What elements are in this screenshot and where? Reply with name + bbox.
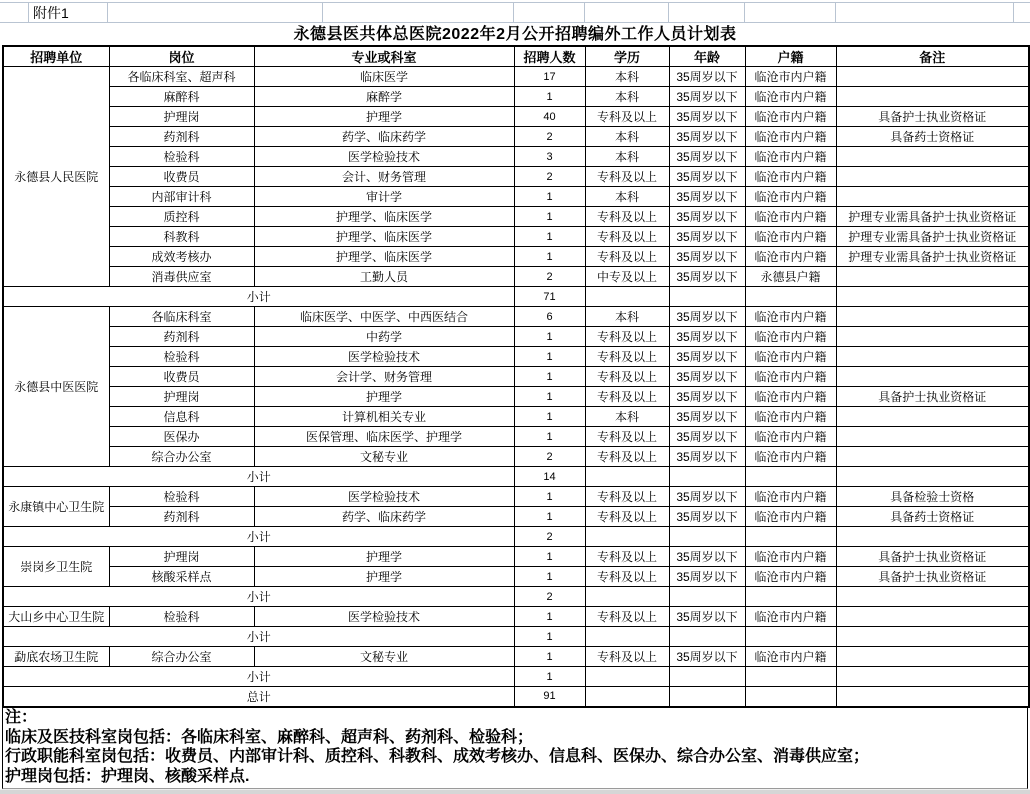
- remark-cell[interactable]: [836, 367, 1029, 387]
- subtotal-row: [3, 587, 1029, 607]
- header-residence[interactable]: 户籍: [745, 46, 836, 67]
- header-remark[interactable]: 备注: [836, 46, 1029, 67]
- count-cell[interactable]: 1: [514, 87, 585, 107]
- residence-cell[interactable]: 临沧市内户籍: [745, 407, 836, 427]
- unit-cell[interactable]: 大山乡中心卫生院: [3, 607, 109, 627]
- education-cell[interactable]: 专科及以上: [585, 447, 669, 467]
- age-cell[interactable]: 35周岁以下: [669, 447, 745, 467]
- empty-cell[interactable]: [669, 687, 745, 707]
- table-row: [3, 427, 1029, 447]
- empty-cell[interactable]: [745, 687, 836, 707]
- count-cell[interactable]: 1: [514, 327, 585, 347]
- education-cell[interactable]: 专科及以上: [585, 567, 669, 587]
- residence-cell[interactable]: 临沧市内户籍: [745, 147, 836, 167]
- major-cell[interactable]: 麻醉学: [254, 87, 514, 107]
- remark-cell[interactable]: [836, 347, 1029, 367]
- residence-cell[interactable]: 临沧市内户籍: [745, 507, 836, 527]
- remark-cell[interactable]: 护理专业需具备护士执业资格证: [836, 227, 1029, 247]
- major-cell[interactable]: 护理学、临床医学: [254, 227, 514, 247]
- residence-cell[interactable]: 临沧市内户籍: [745, 327, 836, 347]
- major-cell[interactable]: 医学检验技术: [254, 607, 514, 627]
- table-row: [3, 327, 1029, 347]
- count-cell[interactable]: 1: [514, 347, 585, 367]
- residence-cell[interactable]: 临沧市内户籍: [745, 427, 836, 447]
- table-row: [3, 407, 1029, 427]
- table-row: [3, 547, 1029, 567]
- position-cell[interactable]: 药剂科: [109, 327, 254, 347]
- table-row: [3, 447, 1029, 467]
- gridline: [835, 3, 836, 22]
- age-cell[interactable]: 35周岁以下: [669, 147, 745, 167]
- empty-cell[interactable]: [836, 527, 1029, 547]
- age-cell[interactable]: 35周岁以下: [669, 267, 745, 287]
- remark-cell[interactable]: 具备护士执业资格证: [836, 547, 1029, 567]
- count-cell[interactable]: 1: [514, 647, 585, 667]
- count-cell[interactable]: 1: [514, 187, 585, 207]
- table-row: [3, 167, 1029, 187]
- subtotal-label-cell[interactable]: 小计: [3, 627, 514, 647]
- notes-area: [2, 706, 1028, 789]
- empty-cell[interactable]: [585, 627, 669, 647]
- header-education[interactable]: 学历: [585, 46, 669, 67]
- remark-cell[interactable]: [836, 67, 1029, 87]
- table-row: [3, 67, 1029, 87]
- unit-cell[interactable]: 永德县中医医院: [3, 307, 109, 467]
- empty-cell[interactable]: [669, 667, 745, 687]
- position-cell[interactable]: 消毒供应室: [109, 267, 254, 287]
- empty-cell[interactable]: [836, 687, 1029, 707]
- residence-cell[interactable]: 临沧市内户籍: [745, 227, 836, 247]
- position-cell[interactable]: 信息科: [109, 407, 254, 427]
- position-cell[interactable]: 检验科: [109, 147, 254, 167]
- table-row: [3, 87, 1029, 107]
- sheet-gridline-row: [0, 2, 1030, 23]
- empty-cell[interactable]: [669, 627, 745, 647]
- empty-cell[interactable]: [836, 287, 1029, 307]
- empty-cell[interactable]: [745, 667, 836, 687]
- age-cell[interactable]: 35周岁以下: [669, 507, 745, 527]
- table-row: [3, 307, 1029, 327]
- table-row: [3, 607, 1029, 627]
- major-cell[interactable]: 临床医学、中医学、中西医结合: [254, 307, 514, 327]
- count-cell[interactable]: 1: [514, 207, 585, 227]
- count-cell[interactable]: 1: [514, 507, 585, 527]
- major-cell[interactable]: 审计学: [254, 187, 514, 207]
- remark-cell[interactable]: [836, 267, 1029, 287]
- table-row: [3, 127, 1029, 147]
- education-cell[interactable]: 本科: [585, 87, 669, 107]
- position-cell[interactable]: 综合办公室: [109, 447, 254, 467]
- education-cell[interactable]: 专科及以上: [585, 107, 669, 127]
- residence-cell[interactable]: 临沧市内户籍: [745, 307, 836, 327]
- empty-cell[interactable]: [669, 467, 745, 487]
- position-cell[interactable]: 质控科: [109, 207, 254, 227]
- age-cell[interactable]: 35周岁以下: [669, 67, 745, 87]
- education-cell[interactable]: 专科及以上: [585, 647, 669, 667]
- remark-cell[interactable]: 具备药士资格证: [836, 127, 1029, 147]
- major-cell[interactable]: 计算机相关专业: [254, 407, 514, 427]
- position-cell[interactable]: 收费员: [109, 167, 254, 187]
- empty-cell[interactable]: [669, 587, 745, 607]
- subtotal-count-cell[interactable]: 71: [514, 287, 585, 307]
- position-cell[interactable]: 护理岗: [109, 547, 254, 567]
- header-count[interactable]: 招聘人数: [514, 46, 585, 67]
- remark-cell[interactable]: [836, 307, 1029, 327]
- count-cell[interactable]: 6: [514, 307, 585, 327]
- gridline: [668, 3, 669, 22]
- total-count-cell[interactable]: 91: [514, 687, 585, 707]
- age-cell[interactable]: 35周岁以下: [669, 307, 745, 327]
- count-cell[interactable]: 1: [514, 487, 585, 507]
- major-cell[interactable]: 医学检验技术: [254, 487, 514, 507]
- remark-cell[interactable]: [836, 647, 1029, 667]
- major-cell[interactable]: 会计、财务管理: [254, 167, 514, 187]
- age-cell[interactable]: 35周岁以下: [669, 327, 745, 347]
- remark-cell[interactable]: 具备护士执业资格证: [836, 107, 1029, 127]
- major-cell[interactable]: 工勤人员: [254, 267, 514, 287]
- subtotal-label-cell[interactable]: 小计: [3, 527, 514, 547]
- major-cell[interactable]: 护理学、临床医学: [254, 207, 514, 227]
- residence-cell[interactable]: 临沧市内户籍: [745, 647, 836, 667]
- note-line: 行政职能科室岗包括：收费员、内部审计科、质控科、科教科、成效考核办、信息科、医保办、综合办公室、消毒供应室；: [5, 748, 870, 765]
- age-cell[interactable]: 35周岁以下: [669, 487, 745, 507]
- position-cell[interactable]: 成效考核办: [109, 247, 254, 267]
- major-cell[interactable]: 护理学: [254, 387, 514, 407]
- age-cell[interactable]: 35周岁以下: [669, 387, 745, 407]
- education-cell[interactable]: 本科: [585, 67, 669, 87]
- major-cell[interactable]: 文秘专业: [254, 647, 514, 667]
- age-cell[interactable]: 35周岁以下: [669, 547, 745, 567]
- education-cell[interactable]: 本科: [585, 127, 669, 147]
- education-cell[interactable]: 本科: [585, 187, 669, 207]
- education-cell[interactable]: 专科及以上: [585, 427, 669, 447]
- empty-cell[interactable]: [836, 587, 1029, 607]
- count-cell[interactable]: 3: [514, 147, 585, 167]
- table-row: [3, 507, 1029, 527]
- empty-cell[interactable]: [585, 587, 669, 607]
- remark-cell[interactable]: [836, 607, 1029, 627]
- unit-cell[interactable]: 永德县人民医院: [3, 67, 109, 287]
- table-header-row: [3, 46, 1029, 67]
- major-cell[interactable]: 会计学、财务管理: [254, 367, 514, 387]
- remark-cell[interactable]: [836, 167, 1029, 187]
- residence-cell[interactable]: 临沧市内户籍: [745, 447, 836, 467]
- count-cell[interactable]: 2: [514, 267, 585, 287]
- subtotal-label-cell[interactable]: 小计: [3, 667, 514, 687]
- empty-cell[interactable]: [669, 527, 745, 547]
- subtotal-count-cell[interactable]: 1: [514, 667, 585, 687]
- position-cell[interactable]: 检验科: [109, 347, 254, 367]
- age-cell[interactable]: 35周岁以下: [669, 347, 745, 367]
- age-cell[interactable]: 35周岁以下: [669, 567, 745, 587]
- table-row: [3, 487, 1029, 507]
- subtotal-row: [3, 467, 1029, 487]
- residence-cell[interactable]: 临沧市内户籍: [745, 67, 836, 87]
- major-cell[interactable]: 医学检验技术: [254, 147, 514, 167]
- table-row: [3, 187, 1029, 207]
- subtotal-row: [3, 287, 1029, 307]
- bottom-gray-bar: [0, 789, 1030, 794]
- note-line: 临床及医技科室岗包括：各临床科室、麻醉科、超声科、药剂科、检验科；: [5, 728, 534, 746]
- remark-cell[interactable]: [836, 147, 1029, 167]
- count-cell[interactable]: 40: [514, 107, 585, 127]
- subtotal-row: [3, 627, 1029, 647]
- position-cell[interactable]: 医保办: [109, 427, 254, 447]
- age-cell[interactable]: 35周岁以下: [669, 407, 745, 427]
- subtotal-row: [3, 667, 1029, 687]
- count-cell[interactable]: 1: [514, 247, 585, 267]
- residence-cell[interactable]: 临沧市内户籍: [745, 187, 836, 207]
- subtotal-row: [3, 527, 1029, 547]
- remark-cell[interactable]: [836, 427, 1029, 447]
- gridline: [744, 3, 745, 22]
- header-age[interactable]: 年龄: [669, 46, 745, 67]
- table-row: [3, 267, 1029, 287]
- subtotal-count-cell[interactable]: 2: [514, 587, 585, 607]
- gridline: [107, 3, 108, 22]
- gridline: [584, 3, 585, 22]
- position-cell[interactable]: 综合办公室: [109, 647, 254, 667]
- table-row: [3, 647, 1029, 667]
- header-position[interactable]: 岗位: [109, 46, 254, 67]
- count-cell[interactable]: 1: [514, 387, 585, 407]
- age-cell[interactable]: 35周岁以下: [669, 647, 745, 667]
- major-cell[interactable]: 医保管理、临床医学、护理学: [254, 427, 514, 447]
- recruitment-plan-table: [2, 45, 1030, 708]
- residence-cell[interactable]: 临沧市内户籍: [745, 347, 836, 367]
- major-cell[interactable]: 护理学、临床医学: [254, 247, 514, 267]
- position-cell[interactable]: 各临床科室、超声科: [109, 67, 254, 87]
- table-row: [3, 247, 1029, 267]
- count-cell[interactable]: 1: [514, 367, 585, 387]
- education-cell[interactable]: 专科及以上: [585, 607, 669, 627]
- table-row: [3, 347, 1029, 367]
- table-row: [3, 147, 1029, 167]
- education-cell[interactable]: 专科及以上: [585, 327, 669, 347]
- education-cell[interactable]: 专科及以上: [585, 347, 669, 367]
- page-title: 永德县医共体总医院2022年2月公开招聘编外工作人员计划表: [293, 26, 737, 43]
- count-cell[interactable]: 1: [514, 227, 585, 247]
- age-cell[interactable]: 35周岁以下: [669, 187, 745, 207]
- gridline: [513, 3, 514, 22]
- position-cell[interactable]: 药剂科: [109, 127, 254, 147]
- residence-cell[interactable]: 临沧市内户籍: [745, 607, 836, 627]
- age-cell[interactable]: 35周岁以下: [669, 607, 745, 627]
- count-cell[interactable]: 2: [514, 447, 585, 467]
- empty-cell[interactable]: [745, 527, 836, 547]
- subtotal-count-cell[interactable]: 2: [514, 527, 585, 547]
- age-cell[interactable]: 35周岁以下: [669, 427, 745, 447]
- remark-cell[interactable]: 具备护士执业资格证: [836, 387, 1029, 407]
- age-cell[interactable]: 35周岁以下: [669, 367, 745, 387]
- residence-cell[interactable]: 临沧市内户籍: [745, 367, 836, 387]
- gridline: [28, 3, 29, 22]
- remark-cell[interactable]: 具备检验士资格: [836, 487, 1029, 507]
- unit-cell[interactable]: 崇岗乡卫生院: [3, 547, 109, 587]
- residence-cell[interactable]: 临沧市内户籍: [745, 167, 836, 187]
- major-cell[interactable]: 医学检验技术: [254, 347, 514, 367]
- position-cell[interactable]: 科教科: [109, 227, 254, 247]
- remark-cell[interactable]: 具备药士资格证: [836, 507, 1029, 527]
- empty-cell[interactable]: [745, 627, 836, 647]
- residence-cell[interactable]: 临沧市内户籍: [745, 207, 836, 227]
- count-cell[interactable]: 1: [514, 427, 585, 447]
- count-cell[interactable]: 1: [514, 407, 585, 427]
- count-cell[interactable]: 1: [514, 607, 585, 627]
- subtotal-label-cell[interactable]: 小计: [3, 587, 514, 607]
- position-cell[interactable]: 核酸采样点: [109, 567, 254, 587]
- table-row: [3, 567, 1029, 587]
- position-cell[interactable]: 药剂科: [109, 507, 254, 527]
- total-label-cell[interactable]: 总计: [3, 687, 514, 707]
- position-cell[interactable]: 内部审计科: [109, 187, 254, 207]
- gridline: [1013, 3, 1014, 22]
- empty-cell[interactable]: [745, 287, 836, 307]
- residence-cell[interactable]: 临沧市内户籍: [745, 247, 836, 267]
- education-cell[interactable]: 专科及以上: [585, 487, 669, 507]
- residence-cell[interactable]: 临沧市内户籍: [745, 87, 836, 107]
- position-cell[interactable]: 收费员: [109, 367, 254, 387]
- remark-cell[interactable]: [836, 447, 1029, 467]
- major-cell[interactable]: 护理学: [254, 107, 514, 127]
- subtotal-count-cell[interactable]: 14: [514, 467, 585, 487]
- position-cell[interactable]: 护理岗: [109, 387, 254, 407]
- major-cell[interactable]: 护理学: [254, 547, 514, 567]
- education-cell[interactable]: 专科及以上: [585, 507, 669, 527]
- unit-cell[interactable]: 永康镇中心卫生院: [3, 487, 109, 527]
- count-cell[interactable]: 2: [514, 167, 585, 187]
- header-major[interactable]: 专业或科室: [254, 46, 514, 67]
- education-cell[interactable]: 专科及以上: [585, 547, 669, 567]
- table-row: [3, 227, 1029, 247]
- education-cell[interactable]: 专科及以上: [585, 167, 669, 187]
- age-cell[interactable]: 35周岁以下: [669, 107, 745, 127]
- age-cell[interactable]: 35周岁以下: [669, 87, 745, 107]
- age-cell[interactable]: 35周岁以下: [669, 227, 745, 247]
- education-cell[interactable]: 专科及以上: [585, 367, 669, 387]
- note-line: 注：: [5, 709, 38, 726]
- subtotal-count-cell[interactable]: 1: [514, 627, 585, 647]
- age-cell[interactable]: 35周岁以下: [669, 247, 745, 267]
- header-unit[interactable]: 招聘单位: [3, 46, 109, 67]
- empty-cell[interactable]: [585, 287, 669, 307]
- note-line: 护理岗包括：护理岗、核酸采样点.: [5, 767, 250, 785]
- age-cell[interactable]: 35周岁以下: [669, 127, 745, 147]
- position-cell[interactable]: 检验科: [109, 607, 254, 627]
- table-row: [3, 387, 1029, 407]
- table-row: [3, 107, 1029, 127]
- count-cell[interactable]: 2: [514, 127, 585, 147]
- residence-cell[interactable]: 临沧市内户籍: [745, 487, 836, 507]
- subtotal-label-cell[interactable]: 小计: [3, 467, 514, 487]
- education-cell[interactable]: 本科: [585, 407, 669, 427]
- education-cell[interactable]: 本科: [585, 307, 669, 327]
- remark-cell[interactable]: 护理专业需具备护士执业资格证: [836, 207, 1029, 227]
- age-cell[interactable]: 35周岁以下: [669, 207, 745, 227]
- empty-cell[interactable]: [585, 687, 669, 707]
- education-cell[interactable]: 专科及以上: [585, 207, 669, 227]
- empty-cell[interactable]: [669, 287, 745, 307]
- remark-cell[interactable]: 具备护士执业资格证: [836, 567, 1029, 587]
- remark-cell[interactable]: [836, 327, 1029, 347]
- position-cell[interactable]: 护理岗: [109, 107, 254, 127]
- major-cell[interactable]: 文秘专业: [254, 447, 514, 467]
- remark-cell[interactable]: [836, 187, 1029, 207]
- count-cell[interactable]: 17: [514, 67, 585, 87]
- count-cell[interactable]: 1: [514, 567, 585, 587]
- remark-cell[interactable]: 护理专业需具备护士执业资格证: [836, 247, 1029, 267]
- remark-cell[interactable]: [836, 87, 1029, 107]
- empty-cell[interactable]: [745, 587, 836, 607]
- remark-cell[interactable]: [836, 407, 1029, 427]
- count-cell[interactable]: 1: [514, 547, 585, 567]
- age-cell[interactable]: 35周岁以下: [669, 167, 745, 187]
- subtotal-label-cell[interactable]: 小计: [3, 287, 514, 307]
- residence-cell[interactable]: 临沧市内户籍: [745, 387, 836, 407]
- education-cell[interactable]: 本科: [585, 147, 669, 167]
- residence-cell[interactable]: 临沧市内户籍: [745, 107, 836, 127]
- residence-cell[interactable]: 永德县户籍: [745, 267, 836, 287]
- unit-cell[interactable]: 勐底农场卫生院: [3, 647, 109, 667]
- empty-cell[interactable]: [836, 667, 1029, 687]
- attachment-label[interactable]: 附件1: [33, 4, 69, 21]
- position-cell[interactable]: 各临床科室: [109, 307, 254, 327]
- empty-cell[interactable]: [585, 467, 669, 487]
- position-cell[interactable]: 检验科: [109, 487, 254, 507]
- empty-cell[interactable]: [585, 527, 669, 547]
- empty-cell[interactable]: [745, 467, 836, 487]
- empty-cell[interactable]: [585, 667, 669, 687]
- education-cell[interactable]: 中专及以上: [585, 267, 669, 287]
- major-cell[interactable]: 药学、临床药学: [254, 507, 514, 527]
- major-cell[interactable]: 药学、临床药学: [254, 127, 514, 147]
- education-cell[interactable]: 专科及以上: [585, 387, 669, 407]
- residence-cell[interactable]: 临沧市内户籍: [745, 127, 836, 147]
- table-row: [3, 367, 1029, 387]
- position-cell[interactable]: 麻醉科: [109, 87, 254, 107]
- education-cell[interactable]: 专科及以上: [585, 227, 669, 247]
- major-cell[interactable]: 中药学: [254, 327, 514, 347]
- education-cell[interactable]: 专科及以上: [585, 247, 669, 267]
- major-cell[interactable]: 临床医学: [254, 67, 514, 87]
- total-row: [3, 687, 1029, 707]
- table-row: [3, 207, 1029, 227]
- gridline: [322, 3, 323, 22]
- empty-cell[interactable]: [836, 627, 1029, 647]
- major-cell[interactable]: 护理学: [254, 567, 514, 587]
- residence-cell[interactable]: 临沧市内户籍: [745, 547, 836, 567]
- residence-cell[interactable]: 临沧市内户籍: [745, 567, 836, 587]
- empty-cell[interactable]: [836, 467, 1029, 487]
